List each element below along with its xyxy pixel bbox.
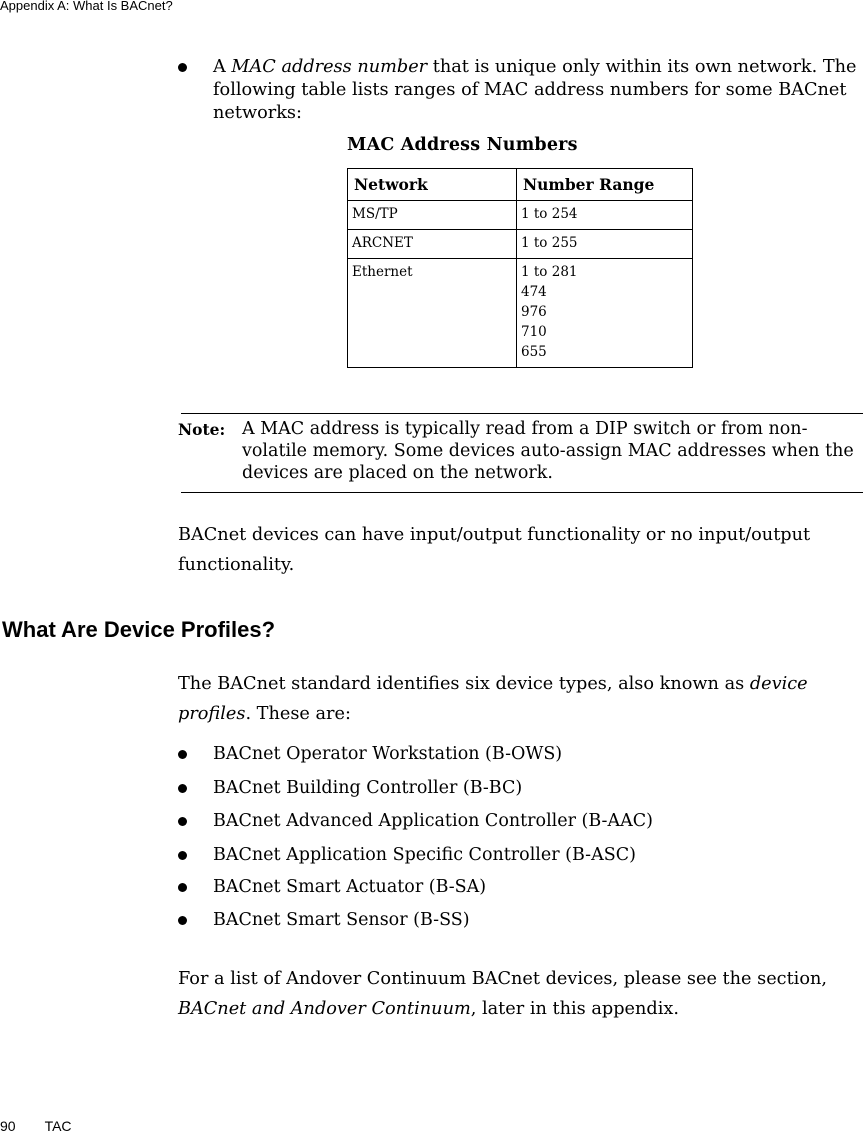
profile-label: BACnet Application Specific Controller (B-ASC) (213, 845, 636, 865)
mac-bullet-prefix: A (213, 57, 232, 77)
bullet-icon (178, 63, 187, 72)
list-suffix: , later in this appendix. (470, 999, 679, 1019)
device-profiles-term: device profiles (178, 674, 808, 724)
note-top-rule (181, 413, 863, 414)
column-header-number-range: Number Range (517, 169, 693, 201)
bullet-icon (178, 916, 187, 925)
mac-address-bullet (178, 56, 863, 125)
list-prefix: For a list of Andover Continuum BACnet devices, please see the section, (178, 969, 828, 989)
range-value: 655 (521, 344, 547, 360)
list-item (178, 743, 863, 766)
section-reference-term: BACnet and Andover Continuum (178, 999, 471, 1019)
range-cell (517, 259, 693, 368)
list-item (178, 844, 863, 867)
profile-label: BACnet Smart Sensor (B-SS) (213, 910, 470, 930)
range-cell (517, 230, 693, 259)
bullet-icon (178, 883, 187, 892)
note-block (178, 418, 863, 484)
mac-address-term: MAC address number (231, 57, 428, 77)
page-footer (0, 1118, 72, 1134)
range-value: 474 (521, 284, 547, 300)
range-cell (517, 201, 693, 230)
table-row (348, 259, 693, 368)
footer-company: TAC (44, 1118, 72, 1134)
profile-label: BACnet Building Controller (B-BC) (213, 778, 523, 798)
column-header-network: Network (348, 169, 517, 201)
list-item (178, 777, 863, 800)
running-header: Appendix A: What Is BACnet? (0, 0, 173, 13)
section-heading: What Are Device Profiles? (2, 617, 276, 642)
list-item (178, 876, 863, 899)
range-value: 1 to 255 (521, 235, 578, 251)
list-item (178, 909, 863, 932)
range-value: 1 to 254 (521, 206, 578, 222)
note-text: A MAC address is typically read from a DIP switch or from non-volatile memory. Some devices auto-assign MAC addresses when the devices are placed on the network. (242, 419, 854, 483)
note-label: Note: (178, 420, 226, 439)
bullet-icon (178, 750, 187, 759)
profile-label: BACnet Operator Workstation (B-OWS) (213, 744, 563, 764)
profile-label: BACnet Smart Actuator (B-SA) (213, 877, 487, 897)
network-cell: MS/TP (348, 201, 517, 230)
io-paragraph: BACnet devices can have input/output functionality or no input/output functionality. (178, 525, 811, 575)
range-value: 710 (521, 324, 547, 340)
table-row (348, 230, 693, 259)
mac-bullet-rest: that is unique only within its own network. The following table lists ranges of MAC address numbers for some BACnet networks: (213, 57, 857, 123)
table-caption: MAC Address Numbers (347, 135, 578, 155)
continuum-reference-paragraph (178, 964, 863, 1024)
note-bottom-rule (181, 492, 863, 493)
list-item (178, 810, 863, 833)
page-number: 90 (0, 1118, 16, 1134)
table-row (348, 201, 693, 230)
mac-address-table (347, 168, 693, 368)
intro-suffix: . These are: (245, 704, 351, 724)
bullet-icon (178, 851, 187, 860)
bullet-icon (178, 784, 187, 793)
network-cell: Ethernet (348, 259, 517, 368)
profiles-intro-paragraph (178, 669, 863, 729)
intro-prefix: The BACnet standard identifies six device types, also known as (178, 674, 750, 694)
network-cell: ARCNET (348, 230, 517, 259)
range-value: 976 (521, 304, 547, 320)
profile-label: BACnet Advanced Application Controller (B-AAC) (213, 811, 653, 831)
mac-address-bullet-text (213, 56, 863, 125)
range-value: 1 to 281 (521, 264, 578, 280)
bullet-icon (178, 817, 187, 826)
table-header-row (348, 169, 693, 201)
